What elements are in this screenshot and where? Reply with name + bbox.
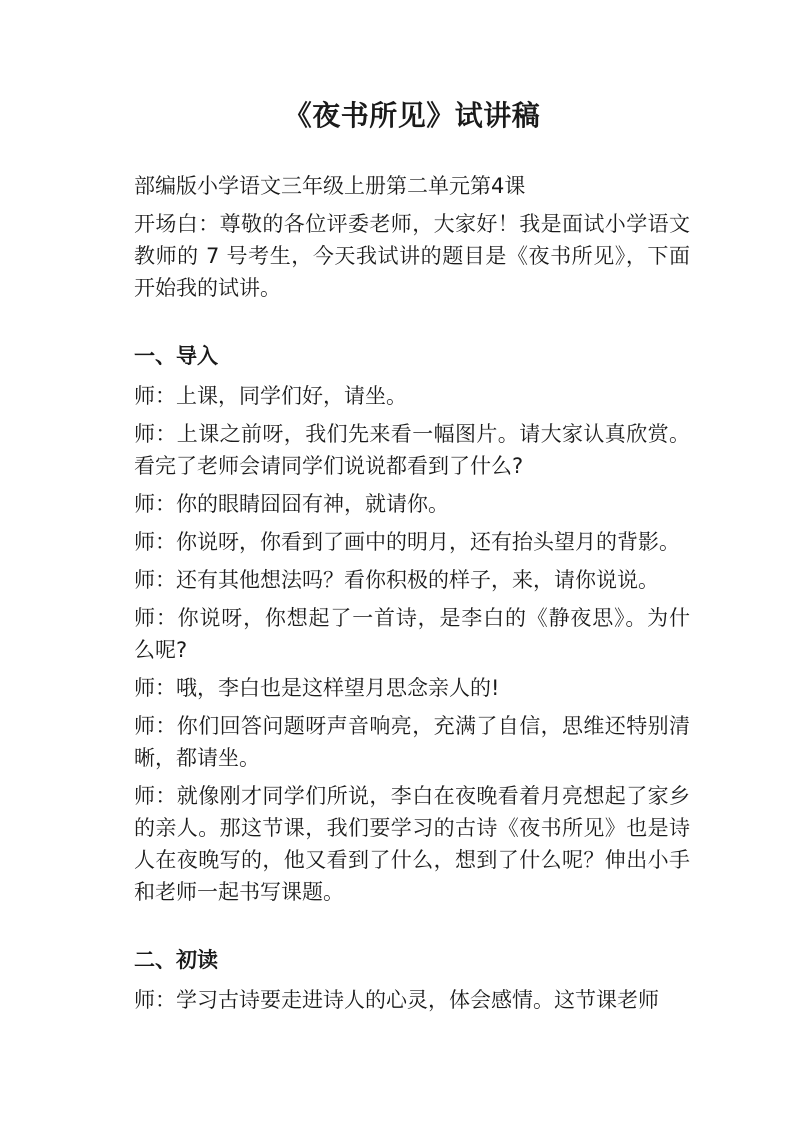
dialogue-paragraph: 师：就像刚才同学们所说，李白在夜晚看着月亮想起了家乡的亲人。那这节课，我们要学习的古诗《夜书所见》也是诗人在夜晚写的，他又看到了什么，想到了什么呢？伸出小手和老师一起书写课题。 xyxy=(134,784,690,904)
dialogue-paragraph: 师：你说呀，你想起了一首诗，是李白的《静夜思》。为什么呢? xyxy=(134,606,690,662)
dialogue-paragraph: 师：上课之前呀，我们先来看一幅图片。请大家认真欣赏。看完了老师会请同学们说说都看到了什么? xyxy=(134,422,690,478)
dialogue-paragraph: 师：你的眼睛囧囧有神，就请你。 xyxy=(134,492,449,516)
dialogue-paragraph: 师：学习古诗要走进诗人的心灵，体会感情。这节课老师 xyxy=(134,988,659,1012)
section-paragraphs xyxy=(134,984,690,1016)
dialogue-paragraph: 师：上课，同学们好，请坐。 xyxy=(134,384,407,408)
section-heading: 一、导入 xyxy=(134,344,218,368)
dialogue-paragraph: 师：哦，李白也是这样望月思念亲人的! xyxy=(134,676,500,700)
dialogue-paragraph: 师：还有其他想法吗？看你积极的样子，来，请你说说。 xyxy=(134,568,659,592)
section-paragraphs xyxy=(134,380,690,908)
section-heading: 二、初读 xyxy=(134,948,218,972)
section-first-reading xyxy=(134,944,690,1016)
document-title: 《夜书所见》试讲稿 xyxy=(283,99,541,132)
document-subtitle: 部编版小学语文三年级上册第二单元第4课 xyxy=(134,174,526,198)
section-introduction xyxy=(134,340,690,908)
dialogue-paragraph: 师：你们回答问题呀声音响亮，充满了自信，思维还特别清晰，都请坐。 xyxy=(134,714,690,770)
opening-paragraph: 开场白：尊敬的各位评委老师，大家好！我是面试小学语文教师的 7 号考生，今天我试讲的题目是《夜书所见》，下面开始我的试讲。 xyxy=(134,212,690,300)
dialogue-paragraph: 师：你说呀，你看到了画中的明月，还有抬头望月的背影。 xyxy=(134,530,680,554)
